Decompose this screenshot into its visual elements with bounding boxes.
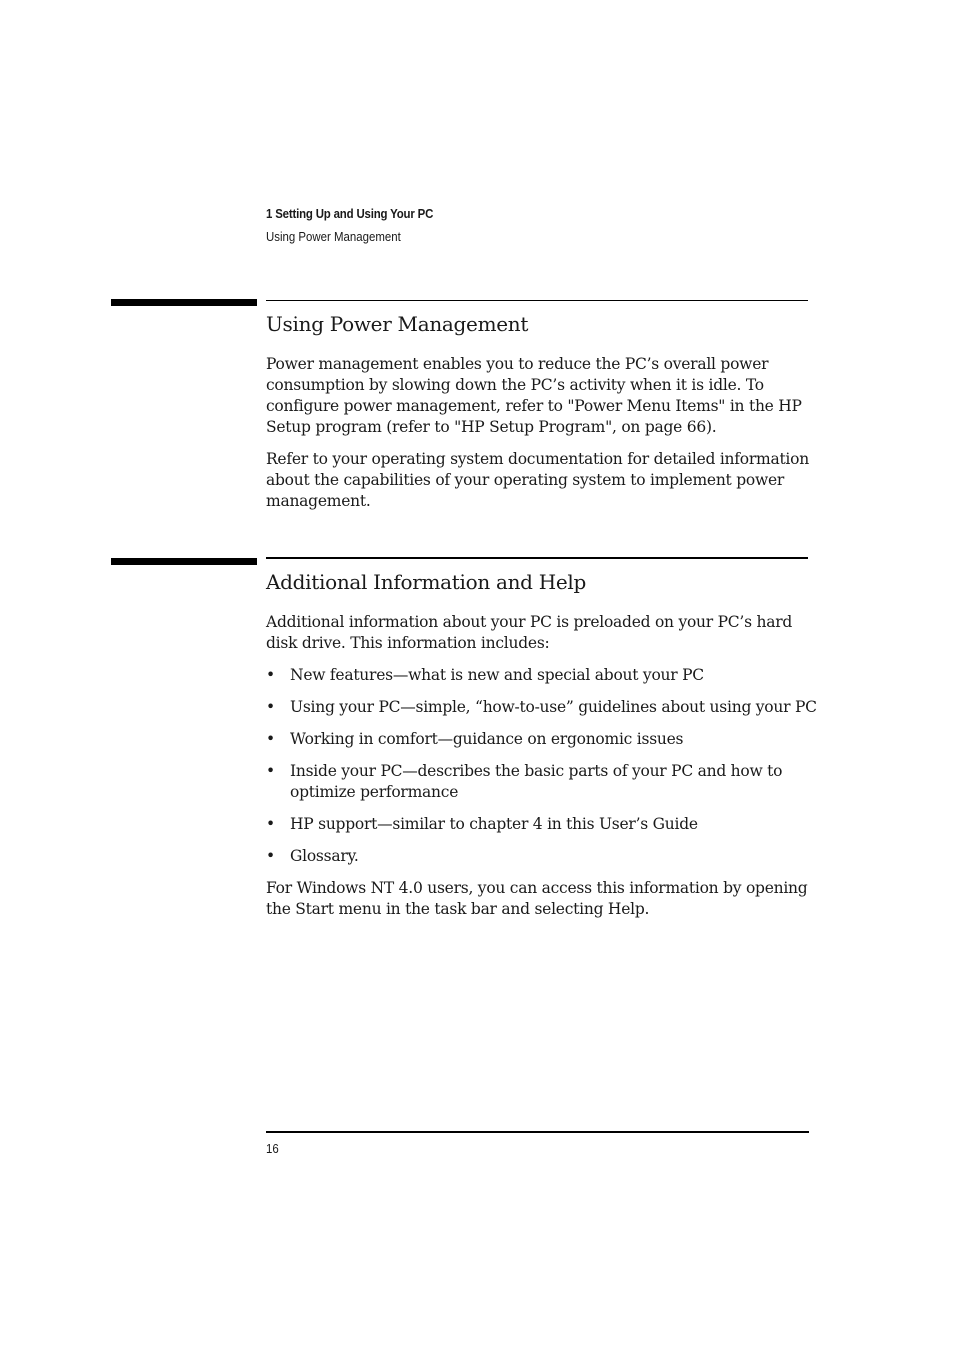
paragraph: Refer to your operating system documentation for detailed information about the capabilities of your operating system to implement power management. [266, 450, 809, 510]
page-number: 16 [266, 1141, 279, 1156]
footer-rule [266, 1131, 809, 1133]
bullet-list [266, 665, 817, 867]
list-item-text: New features—what is new and special about your PC [290, 666, 704, 684]
list-item [266, 761, 814, 803]
bullet-icon: • [266, 666, 275, 684]
bullet-icon: • [266, 815, 275, 833]
section-marker-bar [111, 299, 257, 306]
paragraph: Power management enables you to reduce the PC’s overall power consumption by slowing down the PC’s activity when it is idle. To configure power management, refer to "Power Menu Items" in the HP Setup program (refer to "HP Setup Program", on page 66). [266, 355, 802, 436]
list-item-text: Inside your PC—describes the basic parts of your PC and how to optimize performance [290, 762, 783, 801]
list-item-text: Glossary. [290, 847, 359, 865]
bullet-icon: • [266, 730, 275, 748]
paragraph: For Windows NT 4.0 users, you can access this information by opening the Start menu in the task bar and selecting Help. [266, 879, 808, 918]
section-rule [266, 300, 808, 301]
section-marker-bar [111, 558, 257, 565]
list-item-text: Using your PC—simple, “how-to-use” guidelines about using your PC [290, 698, 817, 716]
section-rule [266, 557, 808, 559]
running-head-chapter: 1 Setting Up and Using Your PC [266, 206, 434, 221]
running-head-section: Using Power Management [266, 229, 401, 244]
list-item-text: HP support—similar to chapter 4 in this User’s Guide [290, 815, 698, 833]
list-item [266, 814, 814, 835]
list-item [266, 729, 814, 750]
running-head [266, 206, 456, 244]
section-power-management [266, 312, 814, 523]
section-title: Additional Information and Help [266, 570, 587, 594]
list-item-text: Working in comfort—guidance on ergonomic issues [290, 730, 684, 748]
bullet-icon: • [266, 698, 275, 716]
list-item [266, 846, 814, 867]
section-additional-info [266, 570, 817, 931]
section-title: Using Power Management [266, 312, 529, 336]
list-item [266, 697, 817, 718]
paragraph: Additional information about your PC is preloaded on your PC’s hard disk drive. This information includes: [266, 613, 793, 652]
bullet-icon: • [266, 847, 275, 865]
bullet-icon: • [266, 762, 275, 780]
list-item [266, 665, 814, 686]
